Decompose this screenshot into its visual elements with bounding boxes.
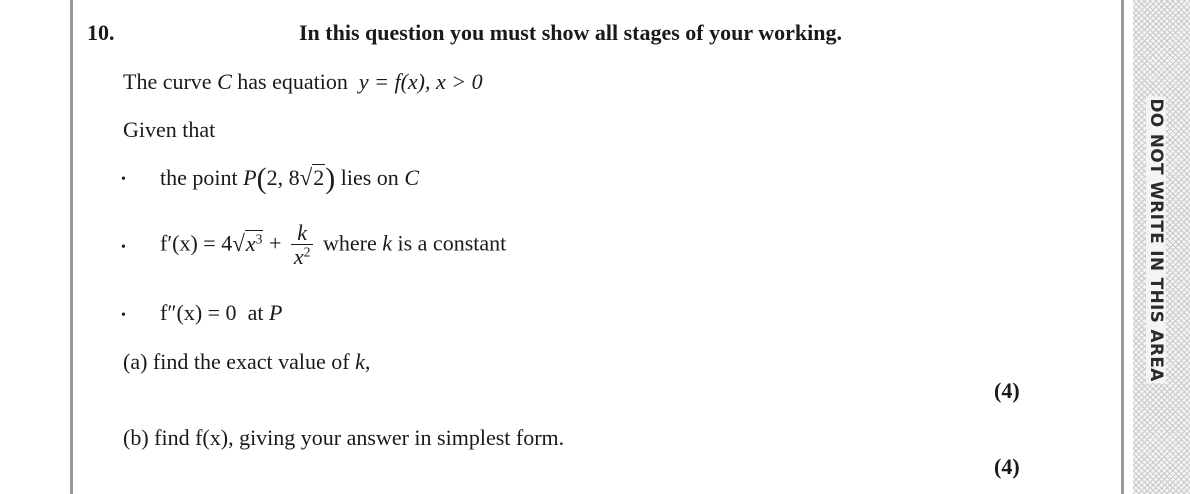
second-derivative-condition	[160, 300, 282, 326]
curve-statement	[123, 69, 483, 95]
second-point-name: P	[268, 300, 283, 325]
constant-k: k	[382, 230, 392, 256]
at-word: at	[247, 300, 264, 325]
curve-equation: y = f(x), x > 0	[358, 69, 483, 94]
part-a-text: find the exact value of	[152, 349, 350, 374]
left-margin-rule	[70, 0, 73, 494]
part-a-var: k	[355, 349, 365, 374]
bullet-1: •	[121, 172, 126, 187]
denominator-exponent: 2	[303, 244, 311, 260]
root-base: x	[245, 230, 256, 256]
do-not-write-label: DO NOT WRITE IN THIS AREA	[1146, 98, 1166, 382]
question-instruction: In this question you must show all stages of your working.	[299, 20, 842, 45]
fraction-numerator: k	[297, 220, 308, 245]
sqrt-symbol: √2	[299, 164, 325, 190]
point-coef: 8	[288, 165, 300, 190]
given-that: Given that	[123, 117, 216, 142]
point-name: P	[243, 165, 257, 190]
part-a-end: ,	[364, 349, 371, 374]
sqrt-symbol: $√x^3$	[232, 229, 263, 256]
point-root-arg: 2	[313, 165, 325, 190]
point-prefix: the point	[160, 165, 238, 190]
part-a	[123, 349, 370, 375]
part-b-text: find f(x), giving your answer in simplest form.	[154, 425, 565, 450]
derivative-lhs: f′(x) = 4	[160, 230, 233, 256]
fraction	[291, 222, 314, 269]
constant-text: is a constant	[397, 230, 507, 256]
derivative-condition	[160, 222, 506, 269]
point-curve-name: C	[404, 165, 419, 190]
part-b-marks: (4)	[994, 454, 1020, 479]
bullet-2: •	[121, 240, 126, 255]
part-a-label: (a)	[123, 349, 148, 374]
close-paren: )	[325, 162, 336, 195]
plus-sign: +	[268, 230, 282, 256]
point-suffix: lies on	[340, 165, 399, 190]
part-b-label: (b)	[123, 425, 149, 450]
curve-prefix: The curve	[123, 69, 212, 94]
part-b	[123, 425, 564, 451]
curve-has-equation: has equation	[237, 69, 348, 94]
right-margin-rule	[1121, 0, 1124, 494]
bullet-3: •	[121, 308, 126, 323]
question-number: 10.	[87, 20, 115, 45]
second-derivative-expr: f″(x) = 0	[160, 300, 237, 325]
root-exponent: 3	[255, 231, 263, 247]
curve-name: C	[217, 69, 232, 94]
point-x: 2	[266, 165, 278, 190]
point-condition: the point P(2, 8√2) lies on C	[160, 162, 419, 195]
where-word: where	[322, 230, 377, 256]
open-paren: (	[256, 162, 267, 195]
part-a-marks: (4)	[994, 378, 1020, 403]
denominator-base: x	[293, 244, 304, 269]
